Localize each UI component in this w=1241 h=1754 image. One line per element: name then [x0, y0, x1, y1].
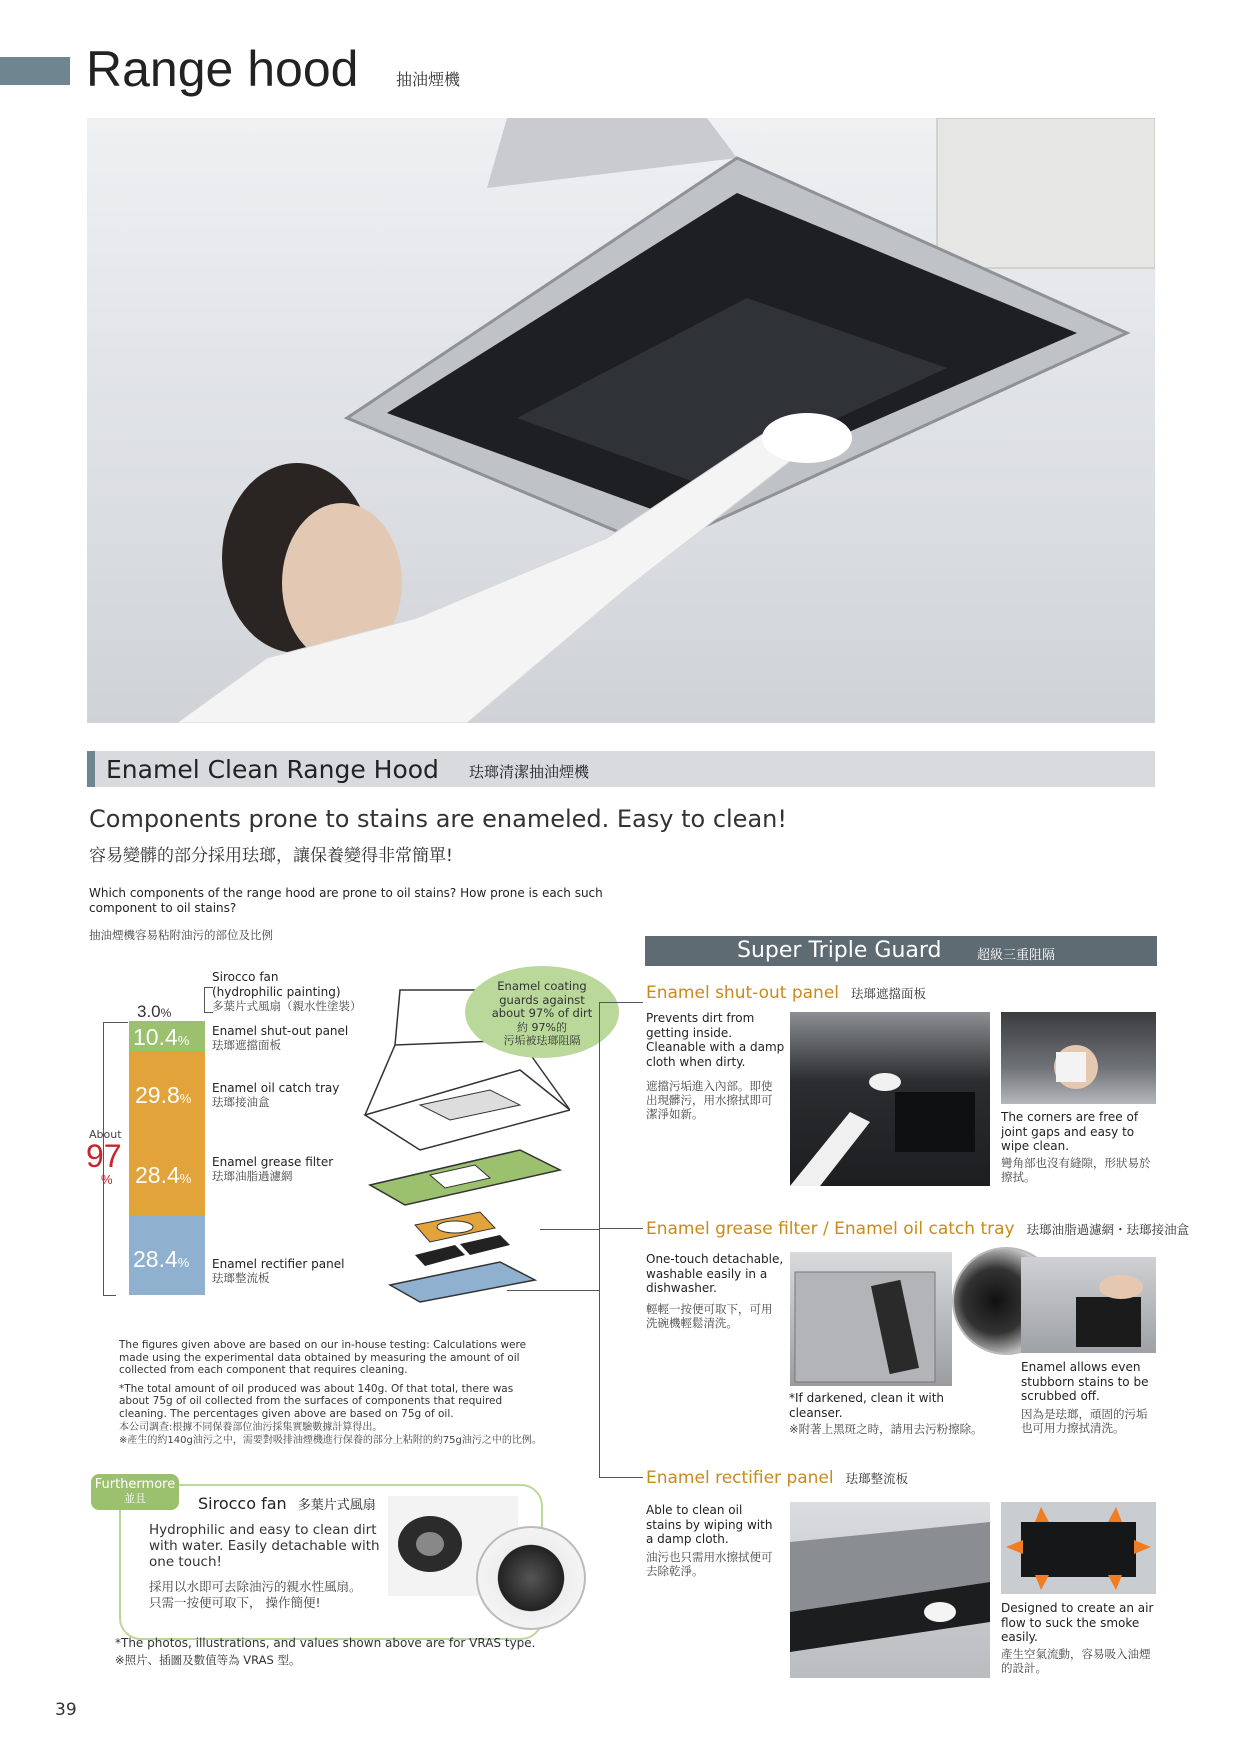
coverage-bubble-text: Enamel coating guards against about 97% of dirt: [491, 979, 593, 1020]
banner-accent: [87, 751, 95, 787]
shut-out-panel-caption: The corners are free of joint gaps and easy to wipe clean.: [1001, 1110, 1139, 1153]
shut-out-panel-text: Prevents dirt from getting inside. Cleanable with a damp cloth when dirty.: [646, 1011, 785, 1069]
component-label-shut-out-panel: Enamel shut-out panel: [212, 1024, 349, 1038]
total-value: 97: [86, 1138, 122, 1174]
furthermore-tag-zh: 並且: [124, 1492, 146, 1505]
filter-scrub-graphic: [1021, 1257, 1156, 1353]
grease-filter-text-zh: 輕輕一按便可取下，可用洗碗機輕鬆清洗。: [646, 1302, 773, 1330]
shut-out-panel-title: [646, 983, 926, 1003]
component-label-oil-catch-tray-zh: 珐瑯接油盒: [212, 1095, 270, 1109]
bar-label-sirocco-fan: [137, 1002, 171, 1022]
headline-zh: 容易變髒的部分採用珐瑯，讓保養變得非常簡單!: [89, 846, 453, 866]
airflow-graphic: [1001, 1502, 1156, 1594]
bar-label-rectifier-panel: [133, 1246, 189, 1273]
grease-filter-text: One-touch detachable, washable easily in a dishwasher.: [646, 1252, 784, 1295]
banner-title: Enamel Clean Range Hood: [106, 755, 439, 784]
grease-filter-title-en: Enamel grease filter / Enamel oil catch tray: [646, 1219, 1015, 1239]
bar-label-value: 28.4: [135, 1162, 180, 1188]
page-title: Range hood: [86, 41, 359, 97]
note-total-oil: *The total amount of oil produced was about 140g. Of that total, there was about 75g of oil collected from the surfaces of components that required cleaning. The percentages given above are based on 75g of oil.: [119, 1382, 514, 1420]
bar-label-shut-out-panel: [133, 1024, 189, 1051]
grease-filter-caption-2: Enamel allows even stubborn stains to be scrubbed off.: [1021, 1360, 1149, 1403]
coverage-bubble-text-zh: 約 97%的 污垢被珐瑯阻隔: [503, 1020, 581, 1047]
bar-label-unit: %: [177, 1255, 190, 1270]
furthermore-title-en: Sirocco fan: [198, 1494, 287, 1513]
grease-filter-title-zh: 珐瑯油脂過濾網・珐瑯接油盒: [1026, 1222, 1190, 1237]
connector-3: [599, 1477, 643, 1478]
rectifier-panel-text-zh: 油污也只需用水擦拭便可去除乾淨。: [646, 1550, 773, 1578]
rectifier-panel-title-en: Enamel rectifier panel: [646, 1468, 834, 1488]
range-hood-illustration: [87, 118, 1155, 723]
footnote: *The photos, illustrations, and values shown above are for VRAS type.: [115, 1636, 536, 1650]
bracket-top: [114, 1022, 128, 1023]
note-survey-zh: 本公司調查:根據不同保養部位油污採集實驗數據計算得出。: [119, 1422, 383, 1433]
component-label-rectifier-panel: Enamel rectifier panel: [212, 1257, 345, 1271]
rectifier-panel-caption: Designed to create an air flow to suck the smoke easily.: [1001, 1601, 1154, 1644]
note-ratio-zh: ※產生的約140g油污之中，需要對吸排油煙機進行保養的部分上粘附的約75g油污之中的比例。: [119, 1434, 542, 1446]
connector-vertical: [599, 1002, 600, 1477]
rectifier-panel-caption-zh: 產生空氣流動，容易吸入油煙的設計。: [1001, 1647, 1151, 1675]
bar-label-value: 3.0: [137, 1002, 161, 1021]
dishwasher-photo: [790, 1252, 952, 1386]
furthermore-title: [198, 1494, 376, 1513]
shut-out-panel-corner-photo: [1001, 1012, 1156, 1104]
furthermore-text-zh: 採用以水即可去除油污的親水性風扇。 只需一按便可取下， 操作簡便!: [149, 1579, 362, 1610]
component-label-grease-filter-zh: 珐瑯油脂過濾網: [212, 1169, 293, 1183]
bar-label-unit: %: [177, 1033, 190, 1048]
corner-graphic: [1001, 1012, 1156, 1104]
bar-label-grease-filter: [135, 1162, 191, 1189]
bar-label-value: 28.4: [133, 1246, 178, 1272]
component-label-grease-filter: Enamel grease filter: [212, 1155, 334, 1169]
guard-header: [645, 936, 1157, 966]
shut-out-panel-title-zh: 珐瑯遮擋面板: [851, 986, 927, 1001]
hero-photo: [87, 118, 1155, 723]
rectifier-panel-title: [646, 1468, 908, 1488]
banner-title-zh: 珐瑯清潔抽油煙機: [469, 763, 590, 781]
grease-filter-caption-1: *If darkened, clean it with cleanser.: [789, 1391, 945, 1420]
bar-label-unit: %: [160, 1006, 172, 1020]
rectifier-panel-photo: [790, 1502, 990, 1678]
page-subtitle-zh: 抽油煙機: [396, 70, 461, 89]
furthermore-tag-en: Furthermore: [94, 1477, 176, 1492]
bar-label-value: 29.8: [135, 1082, 180, 1108]
furthermore-tag: [91, 1474, 179, 1510]
furthermore-text: Hydrophilic and easy to clean dirt with water. Easily detachable with one touch!: [149, 1522, 380, 1570]
component-label-shut-out-panel-zh: 珐瑯遮擋面板: [212, 1038, 281, 1052]
coverage-bubble: [465, 966, 619, 1058]
component-label-oil-catch-tray: Enamel oil catch tray: [212, 1081, 340, 1095]
note-testing: The figures given above are based on our in-house testing: Calculations were made using the experimental data obtained by measuring the amount of oil collected from each component that requires cleaning.: [119, 1339, 527, 1376]
question-text: Which components of the range hood are prone to oil stains? How prone is each such component to oil stains?: [89, 886, 603, 915]
footnote-zh: ※照片、插圖及數值等為 VRAS 型。: [115, 1653, 301, 1667]
connector-filter: [540, 1229, 599, 1230]
connector-1: [599, 1002, 643, 1003]
grease-filter-title: [646, 1219, 1189, 1239]
bar-label-unit: %: [179, 1091, 192, 1106]
component-label-sirocco-fan: Sirocco fan (hydrophilic painting): [212, 970, 341, 999]
sirocco-fan-detail-photo: [476, 1526, 586, 1630]
rectifier-panel-title-zh: 珐瑯整流板: [845, 1471, 909, 1486]
page-number: 39: [55, 1700, 77, 1720]
rectifier-panel-graphic: [790, 1502, 990, 1678]
total-unit: %: [101, 1172, 113, 1187]
grease-filter-caption-1-zh: ※附著上黑斑之時，請用去污粉擦除。: [789, 1422, 983, 1436]
airflow-diagram-photo: [1001, 1502, 1156, 1594]
question-text-zh: 抽油煙機容易粘附油污的部位及比例: [89, 928, 273, 942]
bar-label-oil-catch-tray: [135, 1082, 191, 1109]
connector-2: [599, 1228, 643, 1229]
guard-title-zh: 超級三重阻隔: [977, 948, 1056, 963]
headline: Components prone to stains are enameled. Easy to clean!: [89, 805, 787, 833]
header-accent-bar: [0, 57, 70, 85]
filter-scrub-photo: [1021, 1257, 1156, 1353]
section-banner: [87, 751, 1155, 787]
notes: [119, 1339, 542, 1447]
dishwasher-graphic: [790, 1252, 952, 1386]
component-label-rectifier-panel-zh: 珐瑯整流板: [212, 1271, 270, 1285]
bar-label-value: 10.4: [133, 1024, 178, 1050]
shut-out-panel-photo: [790, 1012, 990, 1186]
bar-label-unit: %: [179, 1171, 192, 1186]
rectifier-panel-text: Able to clean oil stains by wiping with a damp cloth.: [646, 1503, 773, 1546]
shut-out-panel-graphic: [790, 1012, 990, 1186]
shut-out-panel-text-zh: 遮擋污垢進入內部。即使出現髒污，用水擦拭即可潔淨如新。: [646, 1079, 773, 1121]
guard-title: Super Triple Guard: [737, 938, 942, 963]
connector-rectifier: [507, 1290, 599, 1291]
shut-out-panel-caption-zh: 彎角部也沒有縫隙，形狀易於擦拭。: [1001, 1156, 1151, 1184]
furthermore-title-zh: 多葉片式風扇: [297, 1498, 376, 1513]
component-label-sirocco-fan-zh: 多葉片式風扇（親水性塗裝）: [212, 999, 362, 1013]
grease-filter-caption-2-zh: 因為是珐瑯，頑固的污垢也可用力擦拭清洗。: [1021, 1407, 1148, 1435]
shut-out-panel-title-en: Enamel shut-out panel: [646, 983, 840, 1003]
total-prefix: About: [89, 1128, 122, 1141]
